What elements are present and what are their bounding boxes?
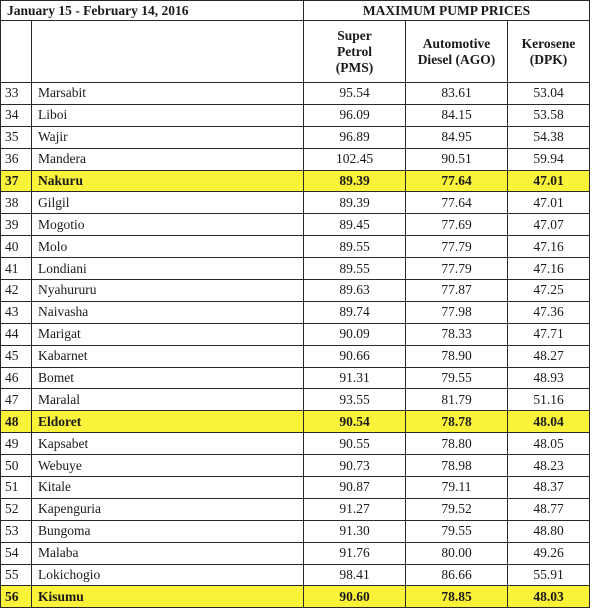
table-row — [1, 192, 590, 214]
table-row — [1, 214, 590, 236]
ago-price: 78.78 — [406, 411, 508, 433]
pms-price: 89.63 — [304, 280, 406, 302]
dpk-price: 47.16 — [508, 258, 590, 280]
table-row — [1, 498, 590, 520]
table-row — [1, 411, 590, 433]
dpk-price: 49.26 — [508, 542, 590, 564]
table-row — [1, 258, 590, 280]
row-number: 36 — [1, 148, 32, 170]
dpk-price: 48.23 — [508, 455, 590, 477]
dpk-price: 47.71 — [508, 323, 590, 345]
table-row — [1, 148, 590, 170]
column-header-ago-line1: Automotive — [422, 35, 491, 51]
pms-price: 90.55 — [304, 433, 406, 455]
dpk-price: 47.36 — [508, 301, 590, 323]
header-row — [1, 1, 590, 21]
town-name: Gilgil — [32, 192, 304, 214]
table-row — [1, 345, 590, 367]
dpk-price: 51.16 — [508, 389, 590, 411]
row-number: 53 — [1, 520, 32, 542]
town-name: Lokichogio — [32, 564, 304, 586]
row-number: 44 — [1, 323, 32, 345]
town-name: Wajir — [32, 126, 304, 148]
column-header-row — [1, 21, 590, 83]
table-row — [1, 104, 590, 126]
town-name: Naivasha — [32, 301, 304, 323]
pms-price: 96.89 — [304, 126, 406, 148]
row-number: 51 — [1, 477, 32, 499]
row-number: 49 — [1, 433, 32, 455]
row-number: 33 — [1, 83, 32, 105]
town-name: Nakuru — [32, 170, 304, 192]
dpk-price: 48.05 — [508, 433, 590, 455]
town-name: Malaba — [32, 542, 304, 564]
column-header-ago — [406, 21, 508, 83]
table-row — [1, 323, 590, 345]
ago-price: 78.80 — [406, 433, 508, 455]
table-row — [1, 389, 590, 411]
dpk-price: 53.58 — [508, 104, 590, 126]
dpk-price: 54.38 — [508, 126, 590, 148]
dpk-price: 48.77 — [508, 498, 590, 520]
town-name: Mandera — [32, 148, 304, 170]
table-row — [1, 83, 590, 105]
dpk-price: 53.04 — [508, 83, 590, 105]
dpk-price: 47.01 — [508, 192, 590, 214]
pms-price: 89.39 — [304, 192, 406, 214]
town-name: Nyahururu — [32, 280, 304, 302]
dpk-price: 47.01 — [508, 170, 590, 192]
ago-price: 77.98 — [406, 301, 508, 323]
ago-price: 83.61 — [406, 83, 508, 105]
header-blank-town — [32, 21, 304, 83]
pms-price: 90.60 — [304, 586, 406, 608]
town-name: Kabarnet — [32, 345, 304, 367]
pms-price: 89.55 — [304, 236, 406, 258]
dpk-price: 55.91 — [508, 564, 590, 586]
column-header-dpk — [508, 21, 590, 83]
period-label: January 15 - February 14, 2016 — [1, 1, 304, 21]
table-row — [1, 542, 590, 564]
row-number: 35 — [1, 126, 32, 148]
town-name: Kapenguria — [32, 498, 304, 520]
dpk-price: 59.94 — [508, 148, 590, 170]
dpk-price: 48.04 — [508, 411, 590, 433]
pms-price: 91.27 — [304, 498, 406, 520]
table-row — [1, 280, 590, 302]
town-name: Marigat — [32, 323, 304, 345]
table-row — [1, 170, 590, 192]
town-name: Bomet — [32, 367, 304, 389]
dpk-price: 48.93 — [508, 367, 590, 389]
pms-price: 96.09 — [304, 104, 406, 126]
ago-price: 79.52 — [406, 498, 508, 520]
table-row — [1, 126, 590, 148]
table-row — [1, 586, 590, 608]
town-name: Kapsabet — [32, 433, 304, 455]
row-number: 55 — [1, 564, 32, 586]
column-header-dpk-line2: (DPK) — [529, 51, 568, 67]
row-number: 42 — [1, 280, 32, 302]
town-name: Kitale — [32, 477, 304, 499]
table-row — [1, 236, 590, 258]
town-name: Eldoret — [32, 411, 304, 433]
row-number: 46 — [1, 367, 32, 389]
pms-price: 91.76 — [304, 542, 406, 564]
pms-price: 102.45 — [304, 148, 406, 170]
dpk-price: 47.07 — [508, 214, 590, 236]
row-number: 38 — [1, 192, 32, 214]
row-number: 56 — [1, 586, 32, 608]
ago-price: 77.79 — [406, 258, 508, 280]
column-header-ago-line2: Diesel (AGO) — [417, 51, 496, 67]
ago-price: 90.51 — [406, 148, 508, 170]
row-number: 41 — [1, 258, 32, 280]
column-header-pms-line1: Super — [337, 27, 372, 43]
dpk-price: 48.80 — [508, 520, 590, 542]
pms-price: 90.09 — [304, 323, 406, 345]
table-row — [1, 520, 590, 542]
ago-price: 77.69 — [406, 214, 508, 236]
pms-price: 90.54 — [304, 411, 406, 433]
row-number: 50 — [1, 455, 32, 477]
column-header-pms-line3: (PMS) — [335, 59, 374, 75]
town-name: Liboi — [32, 104, 304, 126]
pms-price: 89.45 — [304, 214, 406, 236]
ago-price: 79.55 — [406, 520, 508, 542]
ago-price: 80.00 — [406, 542, 508, 564]
row-number: 40 — [1, 236, 32, 258]
row-number: 34 — [1, 104, 32, 126]
ago-price: 79.55 — [406, 367, 508, 389]
pms-price: 90.73 — [304, 455, 406, 477]
pms-price: 89.55 — [304, 258, 406, 280]
town-name: Bungoma — [32, 520, 304, 542]
row-number: 37 — [1, 170, 32, 192]
row-number: 48 — [1, 411, 32, 433]
dpk-price: 48.03 — [508, 586, 590, 608]
pms-price: 93.55 — [304, 389, 406, 411]
pms-price: 95.54 — [304, 83, 406, 105]
header-blank-number — [1, 21, 32, 83]
table-row — [1, 477, 590, 499]
column-header-dpk-line1: Kerosene — [521, 35, 576, 51]
town-name: Molo — [32, 236, 304, 258]
ago-price: 77.64 — [406, 192, 508, 214]
row-number: 45 — [1, 345, 32, 367]
table-row — [1, 433, 590, 455]
dpk-price: 48.37 — [508, 477, 590, 499]
ago-price: 84.15 — [406, 104, 508, 126]
town-name: Marsabit — [32, 83, 304, 105]
pms-price: 91.30 — [304, 520, 406, 542]
ago-price: 77.79 — [406, 236, 508, 258]
ago-price: 79.11 — [406, 477, 508, 499]
dpk-price: 47.16 — [508, 236, 590, 258]
ago-price: 78.33 — [406, 323, 508, 345]
pms-price: 90.87 — [304, 477, 406, 499]
town-name: Kisumu — [32, 586, 304, 608]
ago-price: 81.79 — [406, 389, 508, 411]
ago-price: 78.85 — [406, 586, 508, 608]
dpk-price: 47.25 — [508, 280, 590, 302]
pms-price: 98.41 — [304, 564, 406, 586]
town-name: Mogotio — [32, 214, 304, 236]
row-number: 39 — [1, 214, 32, 236]
row-number: 43 — [1, 301, 32, 323]
column-header-pms — [304, 21, 406, 83]
table-row — [1, 301, 590, 323]
row-number: 47 — [1, 389, 32, 411]
pms-price: 91.31 — [304, 367, 406, 389]
row-number: 52 — [1, 498, 32, 520]
pms-price: 89.39 — [304, 170, 406, 192]
town-name: Webuye — [32, 455, 304, 477]
dpk-price: 48.27 — [508, 345, 590, 367]
table-row — [1, 564, 590, 586]
ago-price: 86.66 — [406, 564, 508, 586]
town-name: Londiani — [32, 258, 304, 280]
ago-price: 84.95 — [406, 126, 508, 148]
row-number: 54 — [1, 542, 32, 564]
ago-price: 77.87 — [406, 280, 508, 302]
table-row — [1, 367, 590, 389]
ago-price: 78.90 — [406, 345, 508, 367]
town-name: Maralal — [32, 389, 304, 411]
ago-price: 78.98 — [406, 455, 508, 477]
pms-price: 90.66 — [304, 345, 406, 367]
pms-price: 89.74 — [304, 301, 406, 323]
column-header-pms-line2: Petrol — [337, 43, 372, 59]
ago-price: 77.64 — [406, 170, 508, 192]
group-title: MAXIMUM PUMP PRICES — [304, 1, 590, 21]
table-row — [1, 455, 590, 477]
